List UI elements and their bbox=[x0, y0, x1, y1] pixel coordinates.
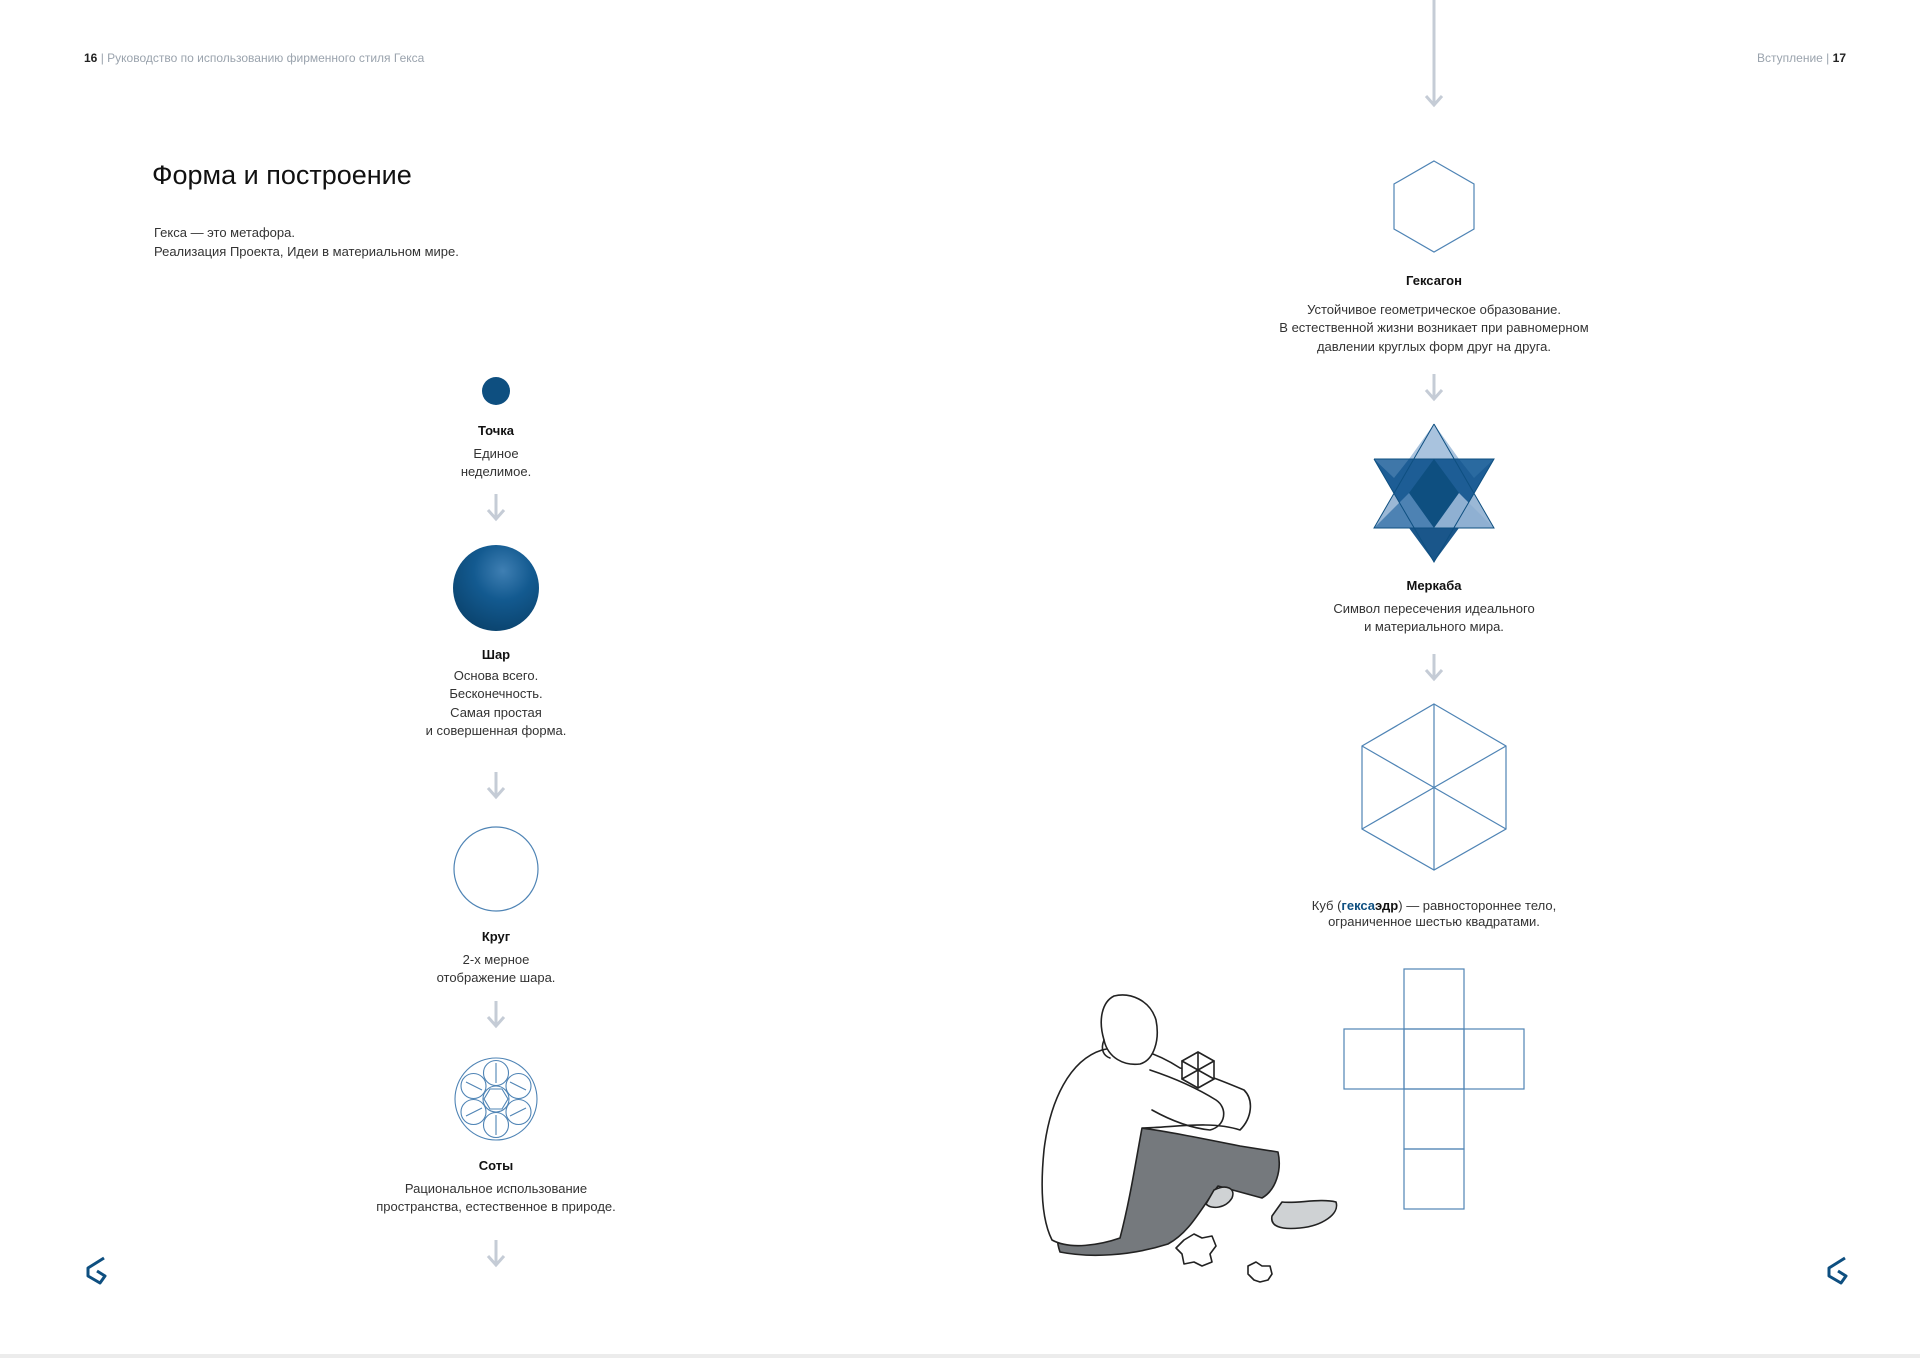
left-header-text: Руководство по использованию фирменного стиля Гекса bbox=[107, 51, 425, 65]
header-separator: | bbox=[100, 51, 104, 65]
hexagon-line: давлении круглых форм друг на друга. bbox=[1316, 338, 1552, 354]
cube-suffix: — равностороннее тело, bbox=[1402, 898, 1557, 913]
intro-line-1: Гекса — это метафора. bbox=[154, 225, 295, 240]
hexagon-line: Устойчивое геометрическое образование. bbox=[1307, 301, 1561, 317]
cube-highlight: гекса bbox=[1341, 898, 1376, 913]
honeycomb-icon bbox=[455, 1058, 537, 1140]
page-bottom-edge bbox=[0, 1354, 1920, 1358]
left-page-number: 16 bbox=[84, 51, 98, 65]
cube-net-icon bbox=[1344, 969, 1524, 1209]
point-line: неделимое. bbox=[460, 464, 532, 479]
arrow-down-icon bbox=[1426, 374, 1442, 399]
merkaba-line: Символ пересечения идеального bbox=[1333, 600, 1535, 616]
sphere-line: Бесконечность. bbox=[449, 686, 543, 701]
point-line: Единое bbox=[473, 445, 519, 461]
logo-icon bbox=[88, 1258, 105, 1283]
circle-line: 2-х мерное bbox=[462, 951, 530, 967]
sphere-name: Шар bbox=[481, 647, 511, 662]
honeycomb-name: Соты bbox=[478, 1158, 514, 1173]
cube-line-2: ограниченное шестью квадратами. bbox=[1328, 914, 1540, 929]
point-name: Точка bbox=[477, 423, 515, 438]
top-arrow-icon bbox=[1426, 0, 1442, 105]
logo-icon bbox=[1829, 1258, 1846, 1283]
circle-caption bbox=[386, 928, 606, 988]
header-separator-right: | bbox=[1826, 51, 1830, 65]
hexagon-icon bbox=[1394, 161, 1474, 252]
cube-bold: эдр bbox=[1375, 898, 1399, 913]
hexagon-caption bbox=[1214, 272, 1654, 356]
arrow-down-icon bbox=[1426, 654, 1442, 679]
person-illustration bbox=[1042, 995, 1336, 1282]
sphere-line: Самая простая bbox=[450, 704, 542, 720]
arrow-down-icon bbox=[488, 1240, 504, 1265]
hexahedron-icon bbox=[1362, 704, 1506, 870]
circle-line: отображение шара. bbox=[436, 970, 556, 985]
arrow-down-icon bbox=[488, 1001, 504, 1026]
hexagon-line: В естественной жизни возникает при равномерном bbox=[1279, 320, 1589, 335]
merkaba-name: Меркаба bbox=[1406, 578, 1462, 593]
circle-name: Круг bbox=[481, 929, 511, 944]
point-icon bbox=[482, 377, 510, 405]
right-page-number: 17 bbox=[1832, 51, 1846, 65]
cube-line-1: Куб (гексаэдр) — равностороннее тело, bbox=[1311, 898, 1557, 913]
circle-icon bbox=[454, 827, 538, 911]
point-caption bbox=[396, 422, 596, 482]
merkaba-caption bbox=[1264, 577, 1604, 637]
sphere-icon bbox=[453, 545, 539, 631]
honeycomb-line: Рациональное использование bbox=[404, 1180, 588, 1196]
arrow-down-icon bbox=[488, 772, 504, 797]
sphere-line: и совершенная форма. bbox=[425, 723, 567, 738]
right-header-text: Вступление bbox=[1757, 51, 1823, 65]
sphere-caption bbox=[376, 646, 616, 741]
merkaba-line: и материального мира. bbox=[1364, 619, 1504, 634]
hexagon-name: Гексагон bbox=[1406, 273, 1462, 288]
arrow-down-icon bbox=[488, 494, 504, 519]
honeycomb-caption bbox=[336, 1157, 656, 1217]
honeycomb-line: пространства, естественное в природе. bbox=[376, 1199, 616, 1214]
cube-prefix: Куб bbox=[1311, 898, 1338, 913]
merkaba-icon bbox=[1374, 424, 1494, 562]
sphere-line: Основа всего. bbox=[453, 667, 539, 683]
page-title: Форма и построение bbox=[152, 160, 412, 190]
intro-line-2: Реализация Проекта, Идеи в материальном мире. bbox=[154, 244, 459, 259]
cube-caption bbox=[1234, 898, 1634, 930]
